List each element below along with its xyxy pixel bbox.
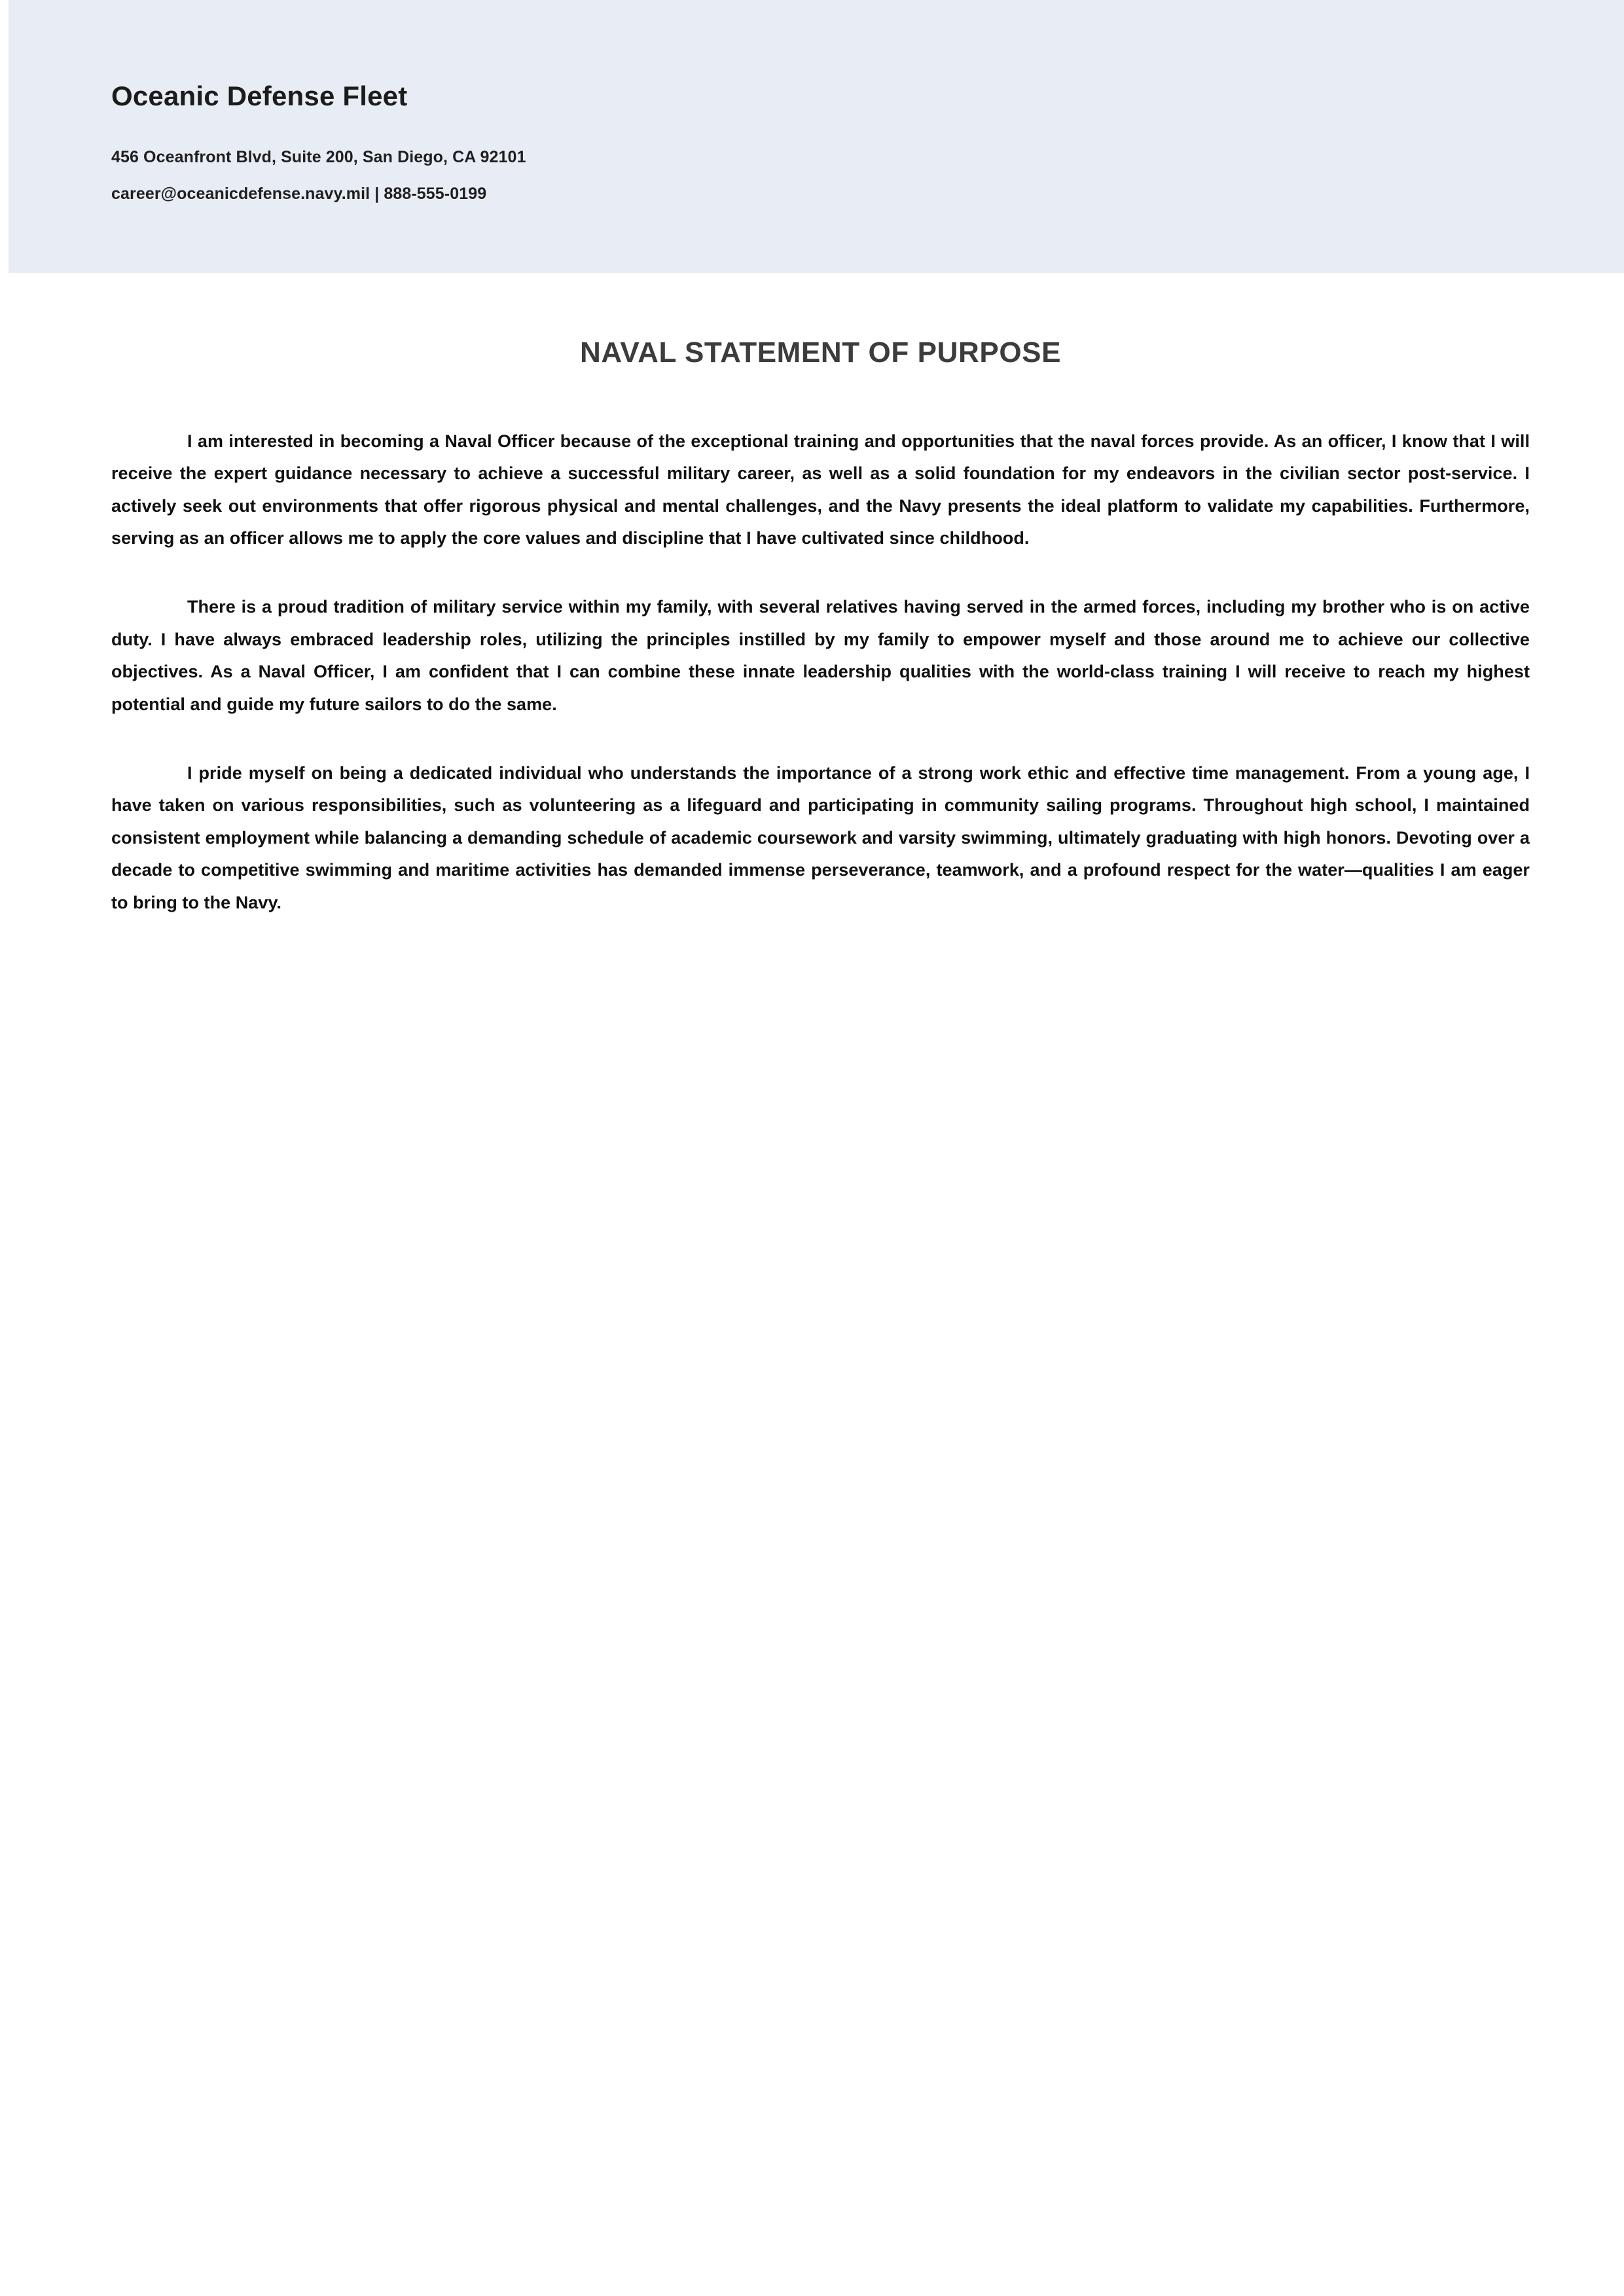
statement-paragraph: I am interested in becoming a Naval Officer because of the exceptional training and opportunities that the naval forces provide. As an officer, I know that I will receive the expert guidance necessary to achieve a successful military career, as well as a solid foundation for my endeavors in the civilian sector post-service. I actively seek out environments that offer rigorous physical and mental challenges, and the Navy presents the ideal platform to validate my capabilities. Furthermore, serving as an officer allows me to apply the core values and discipline that I have cultivated since childhood. — [111, 431, 1530, 548]
statement-paragraphs — [111, 425, 1530, 919]
organization-name: Oceanic Defense Fleet — [111, 81, 408, 111]
statement-paragraph: I pride myself on being a dedicated individual who understands the importance of a strong work ethic and effective time management. From a young age, I have taken on various responsibilities, such as volunteering as a lifeguard and participating in community sailing programs. Throughout high school, I maintained consistent employment while balancing a demanding schedule of academic coursework and varsity swimming, ultimately graduating with high honors. Devoting over a decade to competitive swimming and maritime activities has demanded immense perseverance, teamwork, and a profound respect for the water—qualities I am eager to bring to the Navy. — [111, 763, 1530, 912]
letterhead-banner — [9, 0, 1624, 273]
document-title: NAVAL STATEMENT OF PURPOSE — [579, 336, 1062, 368]
organization-contact: career@oceanicdefense.navy.mil | 888-555-0199 — [111, 185, 487, 203]
document-body — [111, 273, 1530, 919]
statement-paragraph: There is a proud tradition of military service within my family, with several relatives having served in the armed forces, including my brother who is on active duty. I have always embraced leadership roles, utilizing the principles instilled by my family to empower myself and those around me to achieve our collective objectives. As a Naval Officer, I am confident that I can combine these innate leadership qualities with the world-class training I will receive to reach my highest potential and guide my future sailors to do the same. — [111, 597, 1530, 714]
organization-address: 456 Oceanfront Blvd, Suite 200, San Diego, CA 92101 — [111, 148, 526, 166]
